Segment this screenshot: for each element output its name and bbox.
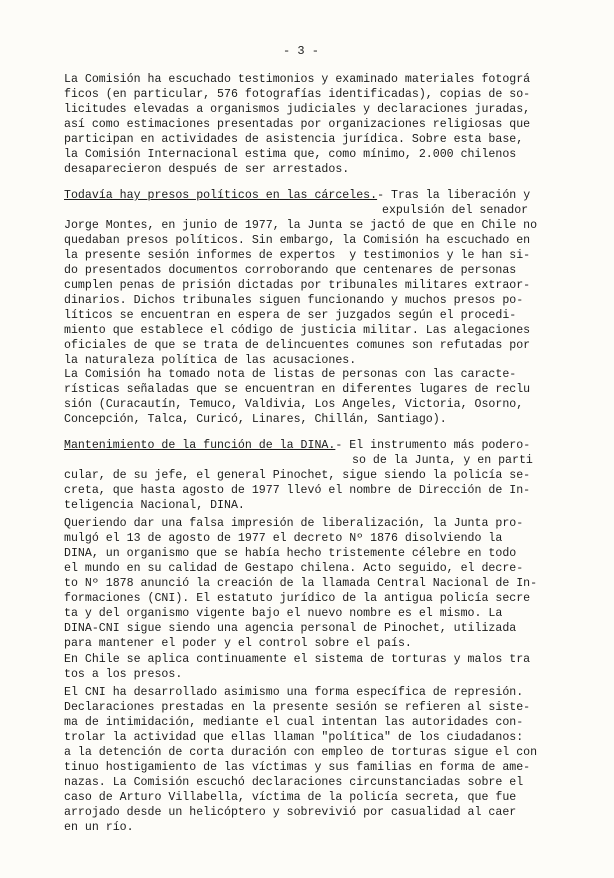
text-line: teligencia Nacional, DINA.	[64, 499, 245, 512]
text-line: rísticas señaladas que se encuentran en diferentes lugares de reclu	[64, 383, 531, 396]
text-line: dinarios. Dichos tribunales siguen funcionando y muchos presos po-	[64, 294, 524, 307]
text-line: caso de Arturo Villabella, víctima de la policía secreta, que fue	[64, 791, 517, 804]
text-line: La Comisión ha tomado nota de listas de personas con las caracte-	[64, 368, 517, 381]
heading-continuation: - Tras la liberación y	[377, 189, 531, 202]
text-line: a la detención de corta duración con empleo de torturas sigue el con	[64, 746, 538, 759]
text-line: así como estimaciones presentadas por organizaciones religiosas que	[64, 118, 531, 131]
text-line: en un río.	[64, 821, 134, 834]
section-heading-line	[64, 188, 530, 203]
text-line: Concepción, Talca, Curicó, Linares, Chillán, Santiago).	[64, 413, 447, 426]
text-line: el mundo en su calidad de Gestapo chilena. Acto seguido, el decre-	[64, 562, 524, 575]
text-line: formaciones (CNI). El estatuto jurídico de la antigua policía secre	[64, 592, 531, 605]
page-number: - 3 -	[283, 44, 320, 58]
text-line: DINA-CNI sigue siendo una agencia personal de Pinochet, utilizada	[64, 622, 517, 635]
text-line: DINA, un organismo que se había hecho tristemente célebre en todo	[64, 547, 517, 560]
text-line: líticos se encuentran en espera de ser juzgados según el procedi-	[64, 309, 517, 322]
text-line: cular, de su jefe, el general Pinochet, sigue siendo la policía se-	[64, 469, 531, 482]
text-line: cumplen penas de prisión dictadas por tribunales militares extraor-	[64, 279, 531, 292]
heading-continuation: - El instrumento más podero-	[335, 439, 531, 452]
text-line: sión (Curacautín, Temuco, Valdivia, Los Angeles, Victoria, Osorno,	[64, 398, 524, 411]
text-line: oficiales de que se trata de delincuentes comunes son refutadas por	[64, 339, 531, 352]
text-line: Queriendo dar una falsa impresión de liberalización, la Junta pro-	[64, 517, 524, 530]
text-line: para mantener el poder y el control sobre el país.	[64, 637, 412, 650]
text-line: expulsión del senador	[382, 204, 529, 217]
text-line: la Comisión Internacional estima que, como mínimo, 2.000 chilenos	[64, 148, 517, 161]
text-line: creta, que hasta agosto de 1977 llevó el nombre de Dirección de In-	[64, 484, 531, 497]
text-line: ficos (en particular, 576 fotografías identificadas), copias de so-	[64, 88, 531, 101]
text-line: tinuo hostigamiento de las víctimas y sus familias en forma de ame-	[64, 761, 531, 774]
text-line: Declaraciones prestadas en la presente sesión se refieren al siste-	[64, 701, 531, 714]
text-line: arrojado desde un helicóptero y sobrevivió por casualidad al caer	[64, 806, 517, 819]
text-line: nazas. La Comisión escuchó declaraciones circunstanciadas sobre el	[64, 776, 524, 789]
text-line: do presentados documentos corroborando que centenares de personas	[64, 264, 517, 277]
text-line: participan en actividades de asistencia jurídica. Sobre esta base,	[64, 133, 524, 146]
text-line: El CNI ha desarrollado asimismo una forma específica de represión.	[64, 686, 524, 699]
section-heading-line	[64, 438, 530, 453]
text-line: so de la Junta, y en parti	[352, 454, 533, 467]
text-line: ta y del organismo vigente bajo el nuevo nombre es el mismo. La	[64, 607, 503, 620]
text-line: licitudes elevadas a organismos judiciales y declaraciones juradas,	[64, 103, 531, 116]
text-line: En Chile se aplica continuamente el sistema de torturas y malos tra	[64, 653, 531, 666]
text-line: tos a los presos.	[64, 668, 183, 681]
section-heading: Todavía hay presos políticos en las cárceles.	[64, 189, 378, 202]
text-line: Jorge Montes, en junio de 1977, la Junta se jactó de que en Chile no	[64, 219, 538, 232]
text-line: miento que establece el código de justicia militar. Las alegaciones	[64, 324, 531, 337]
text-line: la naturaleza política de las acusaciones.	[64, 354, 357, 367]
text-line: trolar la actividad que ellas llaman "política" de los ciudadanos:	[64, 731, 524, 744]
text-line: quedaban presos políticos. Sin embargo, la Comisión ha escuchado en	[64, 234, 531, 247]
text-line: desaparecieron después de ser arrestados.	[64, 163, 350, 176]
text-line: to Nº 1878 anunció la creación de la llamada Central Nacional de In-	[64, 577, 538, 590]
text-line: mulgó el 13 de agosto de 1977 el decreto Nº 1876 disolviendo la	[64, 532, 503, 545]
section-heading: Mantenimiento de la función de la DINA.	[64, 439, 336, 452]
text-line: La Comisión ha escuchado testimonios y examinado materiales fotográ	[64, 73, 531, 86]
text-line: ma de intimidación, mediante el cual intentan las autoridades con-	[64, 716, 524, 729]
text-line: la presente sesión informes de expertos y testimonios y le han si-	[64, 249, 531, 262]
